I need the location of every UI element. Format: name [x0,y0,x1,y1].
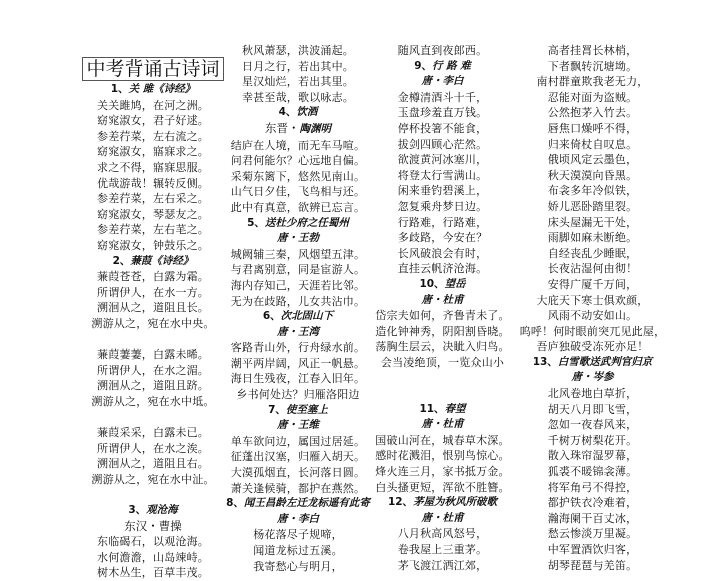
poem-line: 闻道龙标过五溪。 [253,544,343,557]
poem-line: 荡胸生层云，决眦入归鸟。 [375,340,510,354]
poem-line: 吾庐独破受冻死亦足！ [536,340,649,354]
poem-heading [218,216,378,232]
poem-dynasty: 东晋・ [265,120,300,135]
poem-line: 水何澹澹，山岛竦峙。 [97,550,209,564]
poem-line: 归来倚杖自叹息。 [547,137,638,151]
poem-line: 行路难，行路难， [397,215,488,229]
poem-line: 征蓬出汉塞，归雁入胡天。 [230,450,366,464]
poem-heading [78,254,228,270]
poem-line: 欲渡黄河冰塞川， [397,153,488,167]
poem-number: 5、 [247,216,265,229]
poem-line: 窈窕淑女，寤寐求之。 [97,145,209,159]
poem-author: 唐・王湾 [277,325,319,338]
poem-number: 9、 [414,59,432,72]
poem-title: 行 路 难 [432,59,471,72]
poem-author: 唐・杜甫 [421,293,464,306]
poem-line: 多歧路，今安在？ [397,231,488,245]
spacer [78,332,228,348]
poem-line: 所谓伊人，在水一方。 [97,285,209,299]
poem-column-3 [365,43,520,573]
spacer [365,386,520,402]
poem-line: 溯洄从之，道阻且长。 [97,301,209,315]
poem-heading [218,309,378,325]
poem-line: 东临碣石，以观沧海。 [97,535,209,549]
spacer [78,487,228,503]
poem-line: 瀚海阑干百丈冰， [547,511,638,525]
poem-line: 拔剑四顾心茫然。 [397,137,488,151]
poem-line: 北风卷地白草折， [547,387,638,401]
poem-line: 我寄愁心与明月， [253,559,343,573]
poem-line: 日月之行，若出其中。 [242,59,354,73]
poem-line: 窈窕淑女，钟鼓乐之。 [97,238,209,252]
poem-title: 送杜少府之任蜀州 [264,216,349,229]
poem-line: 树木丛生，百草丰茂。 [97,566,209,580]
poem-title: 闻王昌龄左迁龙标遥有此寄 [243,497,370,510]
poem-line: 胡天八月即飞雪， [547,402,638,416]
poem-title: 蒹葭《诗经》 [130,254,194,267]
poem-line: 采菊东篱下，悠然见南山。 [230,169,366,183]
poem-title: 次北固山下 [280,310,334,323]
document-title-text: 中考背诵古诗词 [82,57,223,81]
poem-number: 6、 [262,310,281,323]
poem-line: 布衾多年冷似铁， [547,184,638,198]
poem-line: 烽火连三月，家书抵万金。 [375,465,510,479]
spacer [78,409,228,425]
poem-line: 感时花溅泪，恨别鸟惊心。 [375,449,510,463]
poem-line: 将军角弓不得控， [547,480,638,494]
poem-line: 岱宗夫如何，齐鲁青未了。 [375,309,510,323]
poem-number: 4、 [278,106,297,119]
poem-line: 优哉游哉！辗转反侧。 [97,176,209,190]
poem-line: 风雨不动安如山。 [547,309,638,323]
poem-number: 1、 [110,83,129,95]
poem-line: 海日生残夜，江春入旧年。 [230,372,366,386]
poem-line: 幸甚至哉，歌以咏志。 [242,90,354,104]
poem-line: 高者挂罥长林梢， [547,44,638,57]
poem-line: 造化钟神秀，阴阳割昏晓。 [375,324,510,338]
poem-title: 关 雎《诗经》 [128,83,196,95]
poem-line: 参差荇菜，左右采之。 [97,192,209,206]
poem-number: 10、 [419,277,445,290]
poem-line: 中军置酒饮归客， [547,543,638,556]
poem-line: 玉盘珍羞直万钱。 [397,106,488,120]
poem-line: 秋天漠漠向昏黑。 [547,168,638,182]
poem-line: 蒹葭苍苍，白露为霜。 [97,270,209,284]
poem-line: 公然抱茅入竹去。 [547,106,638,120]
poem-line: 山气日夕佳，飞鸟相与还。 [230,185,366,199]
poem-author: 唐・岑参 [571,371,614,384]
poem-heading [218,496,378,512]
poem-line: 散入珠帘湿罗幕， [547,449,638,463]
poem-line: 参差荇菜，左右流之。 [97,129,209,143]
poem-line: 安得广厦千万间， [547,277,638,291]
poem-title: 饮酒 [296,106,318,119]
poem-line: 茅飞渡江洒江郊， [397,558,488,572]
poem-line: 白头搔更短，浑欲不胜簪。 [375,480,510,494]
poem-line: 愁云惨淡万里凝。 [547,527,638,541]
poem-line: 溯游从之，宛在水中坻。 [91,394,215,408]
poem-title: 观沧海 [146,504,178,517]
poem-line: 狐裘不暖锦衾薄。 [547,465,638,479]
poem-line: 忽复乘舟梦日边。 [397,199,488,213]
poem-line: 溯游从之，宛在水中央。 [91,316,215,330]
poem-line: 床头屋漏无干处， [547,215,638,229]
poem-author: 唐・杜甫 [421,511,464,524]
poem-number: 2、 [112,254,131,267]
poem-line: 萧关逢候骑，都护在燕然。 [230,481,366,495]
poem-author: 唐・杜甫 [421,418,464,431]
poem-line: 城阙辅三秦，风烟望五津。 [230,247,366,261]
document-title [78,57,228,82]
poem-line: 蒹葭萋萋，白露未晞。 [97,348,209,362]
poem-line: 单车欲问边，属国过居延。 [230,434,366,448]
poem-line: 长风破浪会有时， [397,246,488,260]
poem-number: 12、 [387,496,414,509]
poem-line: 将登太行雪满山。 [397,168,488,182]
poem-line: 大庇天下寒士俱欢颜， [536,293,649,307]
poem-line: 星汉灿烂，若出其里。 [242,75,354,89]
poem-line: 随风直到夜郎西。 [397,44,488,57]
poem-author [218,121,378,138]
poem-line: 杨花落尽子规啼， [253,528,343,542]
poem-column-1 [78,57,228,581]
poem-column-4 [505,43,680,573]
poem-line: 客路青山外，行舟绿水前。 [230,341,366,355]
poem-line: 下者飘转沉塘坳。 [547,59,638,73]
poem-line: 秋风萧瑟，洪波涌起。 [242,44,354,57]
poem-heading [505,355,680,371]
poem-title: 白雪歌送武判官归京 [557,355,653,368]
poem-author: 唐・王维 [277,419,319,432]
poem-title: 使至塞上 [285,403,328,416]
poem-line: 与君离别意，同是宦游人。 [230,263,366,277]
poem-heading [218,105,378,121]
poem-heading [365,277,520,293]
poem-line: 结庐在人境，而无车马喧。 [230,138,366,152]
poem-line: 闲来垂钓碧溪上， [397,184,488,198]
poem-author-name: 陶渊明 [299,122,331,135]
poem-author: 唐・王勃 [277,232,319,245]
poem-line: 八月秋高风怒号， [397,527,488,541]
poem-title: 春望 [444,402,466,415]
poem-line: 溯游从之，宛在水中沚。 [91,472,215,486]
poem-line: 忽如一夜春风来， [547,418,638,432]
poem-title: 茅屋为秋风所破歌 [413,496,498,509]
poem-line: 求之不得，寤寐思服。 [97,160,209,174]
poem-line: 停杯投箸不能食， [397,121,488,135]
poem-line: 海内存知己，天涯若比邻。 [230,278,366,292]
poem-line: 窈窕淑女，琴瑟友之。 [97,207,209,221]
poem-heading [78,82,228,98]
poem-line: 忍能对面为盗贼。 [547,90,638,104]
poem-line: 都护铁衣冷难着， [547,496,638,510]
poem-line: 溯洄从之，道阻且跻。 [97,379,209,393]
poem-line: 所谓伊人，在水之湄。 [97,363,209,377]
poem-line: 南村群童欺我老无力， [536,75,649,89]
poem-line: 溯洄从之，道阻且右。 [97,457,209,471]
poem-line: 金樽清酒斗十千， [397,90,488,104]
poem-line: 参差荇菜，左右芼之。 [97,223,209,237]
poem-line: 大漠孤烟直，长河落日圆。 [230,466,366,480]
poem-line: 胡琴琵琶与羌笛。 [547,558,638,572]
poem-line: 呜呼！何时眼前突兀见此屋， [519,324,666,338]
poem-line: 潮平两岸阔，风正一帆悬。 [230,356,366,370]
poem-line: 娇儿恶卧踏里裂。 [547,199,638,213]
poem-line: 关关雎鸠，在河之洲。 [97,98,209,112]
poem-heading [218,403,378,419]
poem-heading [365,495,520,511]
poem-line: 乡书何处达？归雁洛阳边 [236,388,360,402]
poem-line: 俄顷风定云墨色， [547,153,638,167]
poem-number: 3、 [128,504,147,517]
poem-column-2 [218,43,378,574]
poem-line: 所谓伊人，在水之涘。 [97,441,209,455]
poem-title: 望岳 [444,277,466,290]
poem-line: 自经丧乱少睡眠， [547,246,638,260]
poem-line: 直挂云帆济沧海。 [397,262,488,276]
poem-author: 唐・李白 [421,75,464,88]
poem-line: 唇焦口燥呼不得， [547,121,638,135]
poem-line: 长夜沾湿何由彻！ [547,262,638,276]
poem-line: 雨脚如麻未断绝。 [547,231,638,245]
poem-heading [365,59,520,75]
poem-line: 无为在歧路，儿女共沾巾。 [230,294,366,308]
poem-line: 此中有真意，欲辨已忘言。 [230,200,366,214]
poem-line: 国破山河在，城春草木深。 [375,433,510,447]
poem-author: 东汉・曹操 [124,518,182,533]
poem-line: 问君何能尔？心远地自偏。 [230,154,366,168]
poem-line: 卷我屋上三重茅。 [397,543,488,556]
poem-author: 唐・李白 [277,512,319,525]
poem-line: 千树万树梨花开。 [547,433,638,447]
spacer [365,370,520,386]
poem-number: 7、 [268,403,286,416]
poem-line: 窈窕淑女，君子好逑。 [97,114,209,128]
poem-heading [78,503,228,519]
poem-number: 13、 [532,355,558,368]
poem-line: 会当凌绝顶，一览众山小 [380,355,505,369]
poem-line: 蒹葭采采，白露未已。 [97,426,209,440]
poem-number: 8、 [226,497,244,510]
poem-number: 11、 [419,402,445,415]
poem-heading [365,402,520,418]
